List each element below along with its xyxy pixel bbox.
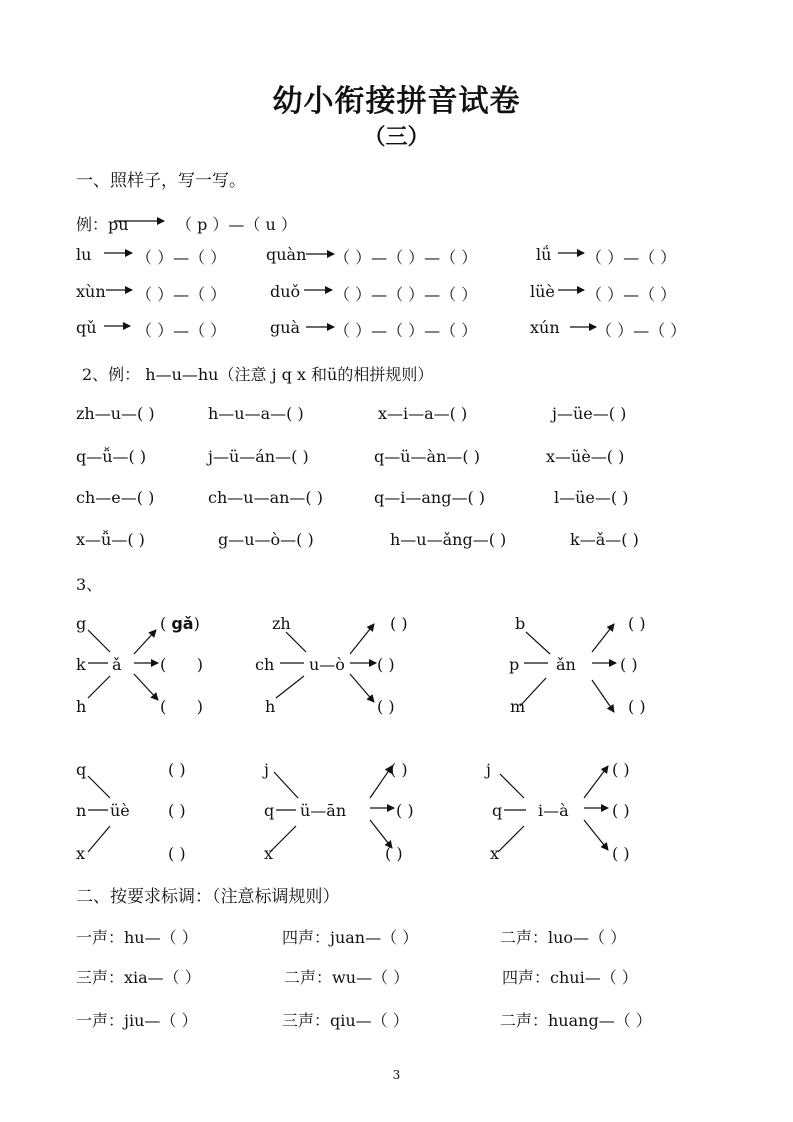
g4-final: üè [110, 801, 130, 820]
s1-r2-blanks-b[interactable]: （ ）—（ ）—（ ） [334, 285, 478, 304]
s2-r1-c2[interactable]: h—u—a—( ) [208, 404, 304, 423]
g1-arrow-top [134, 630, 156, 654]
s4-r3-c3[interactable]: 二声：huang—（ ） [500, 1011, 652, 1030]
g5-paren-3[interactable]: ( ) [385, 844, 403, 863]
s1-r3-blanks-b[interactable]: （ ）—（ ）—（ ） [334, 321, 478, 340]
g5-arrow-top [370, 766, 392, 798]
g4-initial-2: n [76, 801, 87, 820]
g2-arrow-bot [350, 674, 374, 702]
g1-line-bot [88, 676, 110, 698]
g1-paren-3[interactable]: ( ) [160, 697, 204, 716]
g4-paren-1[interactable]: ( ) [168, 760, 186, 779]
s1-r1-syllable-a: lu [76, 245, 92, 264]
g1-initial-3: h [76, 697, 87, 716]
page-title: 幼小衔接拼音试卷 [272, 84, 521, 119]
s1-r3-syllable-c: xún [530, 318, 560, 337]
g4-initial-1: q [76, 760, 87, 779]
g3-final: ǎn [556, 655, 576, 674]
g4-line-bot [88, 826, 110, 852]
s4-r3-c2[interactable]: 三声：qiu—（ ） [282, 1011, 409, 1030]
g1-paren-2[interactable]: ( ) [160, 655, 204, 674]
g1-final: ǎ [112, 655, 122, 674]
g2-initial-3: h [265, 697, 276, 716]
g3-initial-2: p [509, 655, 520, 674]
s2-r3-c2[interactable]: ch—u—an—( ) [208, 488, 323, 507]
s1-r3-syllable-b: guà [270, 318, 301, 337]
s2-r1-c1[interactable]: zh—u—( ) [76, 404, 155, 423]
s1-r3-blanks-c[interactable]: （ ）—（ ） [596, 321, 687, 340]
g6-initial-2: q [492, 801, 503, 820]
s1-r1-syllable-b: quàn [266, 245, 307, 264]
s1-r2-syllable-a: xùn [76, 282, 106, 301]
s1-r1-blanks-a[interactable]: （ ）—（ ） [136, 248, 227, 267]
g2-paren-3[interactable]: ( ) [377, 697, 395, 716]
example-parts: （ p ）—（ u ） [176, 215, 297, 234]
s2-r3-c1[interactable]: ch—e—( ) [76, 488, 155, 507]
g6-paren-1[interactable]: ( ) [612, 760, 630, 779]
g6-paren-3[interactable]: ( ) [612, 844, 630, 863]
g5-final: ü—ān [300, 801, 347, 820]
g5-line-top [274, 772, 298, 798]
example-label: 例：pu [76, 215, 129, 234]
s4-r1-c2[interactable]: 四声：juan—（ ） [282, 928, 419, 947]
g6-initial-3: x [490, 844, 500, 863]
s4-r1-c3[interactable]: 二声：luo—（ ） [500, 928, 627, 947]
g5-initial-3: x [264, 844, 274, 863]
s1-r1-blanks-b[interactable]: （ ）—（ ）—（ ） [334, 248, 478, 267]
s2-r1-c3[interactable]: x—i—a—( ) [378, 404, 468, 423]
s2-r4-c3[interactable]: h—u—ǎng—( ) [390, 530, 507, 549]
g1-line-top [88, 630, 110, 652]
g3-paren-1[interactable]: ( ) [628, 614, 646, 633]
s2-r4-c2[interactable]: g—u—ò—( ) [218, 530, 314, 549]
s2-r2-c3[interactable]: q—ü—àn—( ) [374, 447, 480, 466]
s2-r4-c4[interactable]: k—ǎ—( ) [570, 530, 639, 549]
g6-arrow-bot [584, 820, 608, 850]
page-number: 3 [392, 1068, 401, 1082]
g1-initial-1: g [76, 614, 87, 633]
s1-r2-blanks-a[interactable]: （ ）—（ ） [136, 285, 227, 304]
g6-arrow-top [584, 766, 608, 798]
g2-line-bot [276, 676, 304, 698]
g1-paren-1: ( gǎ) [160, 614, 200, 633]
g5-initial-2: q [264, 801, 275, 820]
g3-paren-3[interactable]: ( ) [628, 697, 646, 716]
s2-r3-c4[interactable]: l—üe—( ) [554, 488, 629, 507]
section4-heading: 二、按要求标调：（注意标调规则） [76, 887, 340, 907]
s2-r3-c3[interactable]: q—i—ang—( ) [374, 488, 486, 507]
g4-initial-3: x [76, 844, 86, 863]
s4-r2-c1[interactable]: 三声：xia—（ ） [76, 968, 201, 987]
g6-initial-1: j [486, 760, 491, 779]
s4-r2-c2[interactable]: 二声：wu—（ ） [284, 968, 410, 987]
g2-paren-2[interactable]: ( ) [377, 655, 395, 674]
page-subtitle: （三） [363, 125, 430, 150]
s2-r4-c1[interactable]: x—ǚ—( ) [76, 530, 145, 549]
section2-heading: 2、例： h—u—hu（注意 j q x 和ü的相拼规则） [82, 365, 434, 384]
g5-paren-2[interactable]: ( ) [396, 801, 414, 820]
g4-paren-3[interactable]: ( ) [168, 844, 186, 863]
g2-initial-2: ch [255, 655, 275, 674]
s1-r1-blanks-c[interactable]: （ ）—（ ） [586, 248, 677, 267]
g3-initial-3: m [510, 697, 526, 716]
section1-heading: 一、照样子，写一写。 [76, 171, 246, 191]
g4-paren-2[interactable]: ( ) [168, 801, 186, 820]
g3-arrow-bot [592, 680, 614, 712]
g3-line-top [526, 632, 550, 654]
s4-r1-c1[interactable]: 一声：hu—（ ） [76, 928, 198, 947]
g2-final: u—ò [309, 655, 345, 674]
g6-line-top [500, 774, 524, 798]
g3-paren-2[interactable]: ( ) [620, 655, 638, 674]
g2-arrow-top [350, 624, 374, 654]
s1-r1-syllable-c: lǘ [536, 245, 552, 264]
s1-r3-syllable-a: qǔ [76, 318, 97, 337]
g4-line-top [88, 776, 110, 798]
g5-initial-1: j [264, 760, 269, 779]
g5-line-bot [270, 826, 296, 852]
g3-arrow-top [592, 624, 614, 652]
s1-r2-syllable-b: duǒ [270, 282, 301, 301]
g1-arrow-bot [134, 674, 158, 700]
s1-r3-blanks-a[interactable]: （ ）—（ ） [136, 321, 227, 340]
g3-initial-1: b [515, 614, 526, 633]
s2-r2-c4[interactable]: x—üè—( ) [546, 447, 625, 466]
s1-r2-syllable-c: lüè [530, 282, 555, 301]
s4-r2-c3[interactable]: 四声：chui—（ ） [502, 968, 638, 987]
s2-r2-c1[interactable]: q—ǚ—( ) [76, 447, 147, 466]
s2-r2-c2[interactable]: j—ü—án—( ) [208, 447, 309, 466]
g2-initial-1: zh [272, 614, 291, 633]
s1-r2-blanks-c[interactable]: （ ）—（ ） [586, 285, 677, 304]
g1-answer: gǎ [171, 614, 194, 633]
g5-paren-1[interactable]: ( ) [390, 760, 408, 779]
g6-line-bot [498, 826, 524, 852]
g6-paren-2[interactable]: ( ) [612, 801, 630, 820]
g1-initial-2: k [76, 655, 86, 674]
section3-heading: 3、 [76, 575, 103, 594]
g2-paren-1[interactable]: ( ) [390, 614, 408, 633]
s4-r3-c1[interactable]: 一声：jiu—（ ） [76, 1011, 198, 1030]
g6-final: i—à [538, 801, 569, 820]
g2-line-top [286, 632, 306, 652]
s2-r1-c4[interactable]: j—üe—( ) [552, 404, 627, 423]
